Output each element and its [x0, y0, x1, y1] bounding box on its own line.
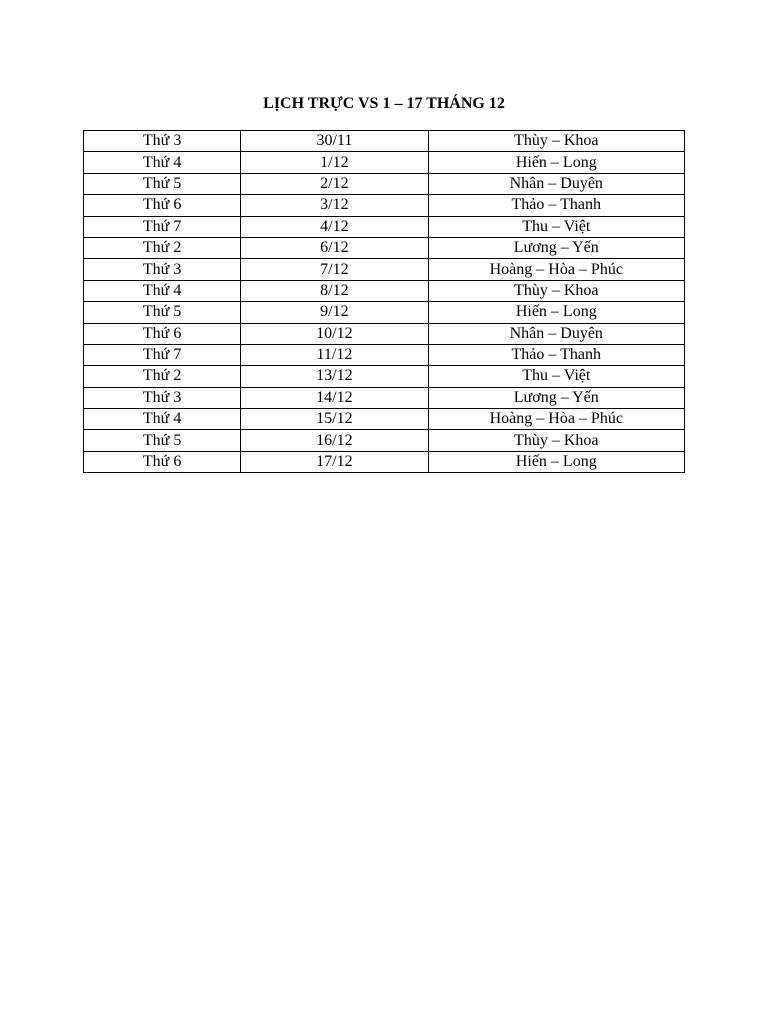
- staff-cell: Hiến – Long: [428, 451, 684, 472]
- table-row: [84, 131, 685, 152]
- staff-cell: Lương – Yến: [428, 387, 684, 408]
- table-row: [84, 152, 685, 173]
- day-cell: Thứ 5: [84, 302, 241, 323]
- table-row: [84, 302, 685, 323]
- day-cell: Thứ 3: [84, 131, 241, 152]
- day-cell: Thứ 6: [84, 323, 241, 344]
- day-cell: Thứ 4: [84, 280, 241, 301]
- page-title: LỊCH TRỰC VS 1 – 17 THÁNG 12: [263, 95, 505, 112]
- date-cell: 1/12: [241, 152, 428, 173]
- date-cell: 3/12: [241, 195, 428, 216]
- date-cell: 14/12: [241, 387, 428, 408]
- staff-cell: Thu – Việt: [428, 216, 684, 237]
- staff-cell: Thảo – Thanh: [428, 344, 684, 365]
- staff-cell: Nhân – Duyên: [428, 173, 684, 194]
- day-cell: Thứ 3: [84, 259, 241, 280]
- duty-schedule-table: [83, 130, 685, 473]
- day-cell: Thứ 7: [84, 344, 241, 365]
- table-row: [84, 387, 685, 408]
- day-cell: Thứ 2: [84, 366, 241, 387]
- date-cell: 17/12: [241, 451, 428, 472]
- table-row: [84, 216, 685, 237]
- day-cell: Thứ 5: [84, 173, 241, 194]
- staff-cell: Thu – Việt: [428, 366, 684, 387]
- staff-cell: Thùy – Khoa: [428, 430, 684, 451]
- day-cell: Thứ 2: [84, 237, 241, 258]
- date-cell: 8/12: [241, 280, 428, 301]
- staff-cell: Hiến – Long: [428, 302, 684, 323]
- date-cell: 11/12: [241, 344, 428, 365]
- table-row: [84, 173, 685, 194]
- day-cell: Thứ 6: [84, 195, 241, 216]
- date-cell: 30/11: [241, 131, 428, 152]
- table-row: [84, 451, 685, 472]
- date-cell: 13/12: [241, 366, 428, 387]
- staff-cell: Thùy – Khoa: [428, 131, 684, 152]
- staff-cell: Nhân – Duyên: [428, 323, 684, 344]
- day-cell: Thứ 6: [84, 451, 241, 472]
- date-cell: 9/12: [241, 302, 428, 323]
- day-cell: Thứ 3: [84, 387, 241, 408]
- table-row: [84, 280, 685, 301]
- day-cell: Thứ 5: [84, 430, 241, 451]
- date-cell: 2/12: [241, 173, 428, 194]
- date-cell: 7/12: [241, 259, 428, 280]
- date-cell: 15/12: [241, 409, 428, 430]
- day-cell: Thứ 4: [84, 409, 241, 430]
- day-cell: Thứ 4: [84, 152, 241, 173]
- staff-cell: Hiến – Long: [428, 152, 684, 173]
- date-cell: 16/12: [241, 430, 428, 451]
- table-row: [84, 323, 685, 344]
- day-cell: Thứ 7: [84, 216, 241, 237]
- date-cell: 6/12: [241, 237, 428, 258]
- table-row: [84, 344, 685, 365]
- table-row: [84, 409, 685, 430]
- table-row: [84, 195, 685, 216]
- staff-cell: Lương – Yến: [428, 237, 684, 258]
- date-cell: 10/12: [241, 323, 428, 344]
- staff-cell: Hoàng – Hòa – Phúc: [428, 409, 684, 430]
- table-row: [84, 366, 685, 387]
- staff-cell: Hoàng – Hòa – Phúc: [428, 259, 684, 280]
- staff-cell: Thùy – Khoa: [428, 280, 684, 301]
- table-row: [84, 259, 685, 280]
- table-row: [84, 430, 685, 451]
- staff-cell: Thảo – Thanh: [428, 195, 684, 216]
- table-row: [84, 237, 685, 258]
- date-cell: 4/12: [241, 216, 428, 237]
